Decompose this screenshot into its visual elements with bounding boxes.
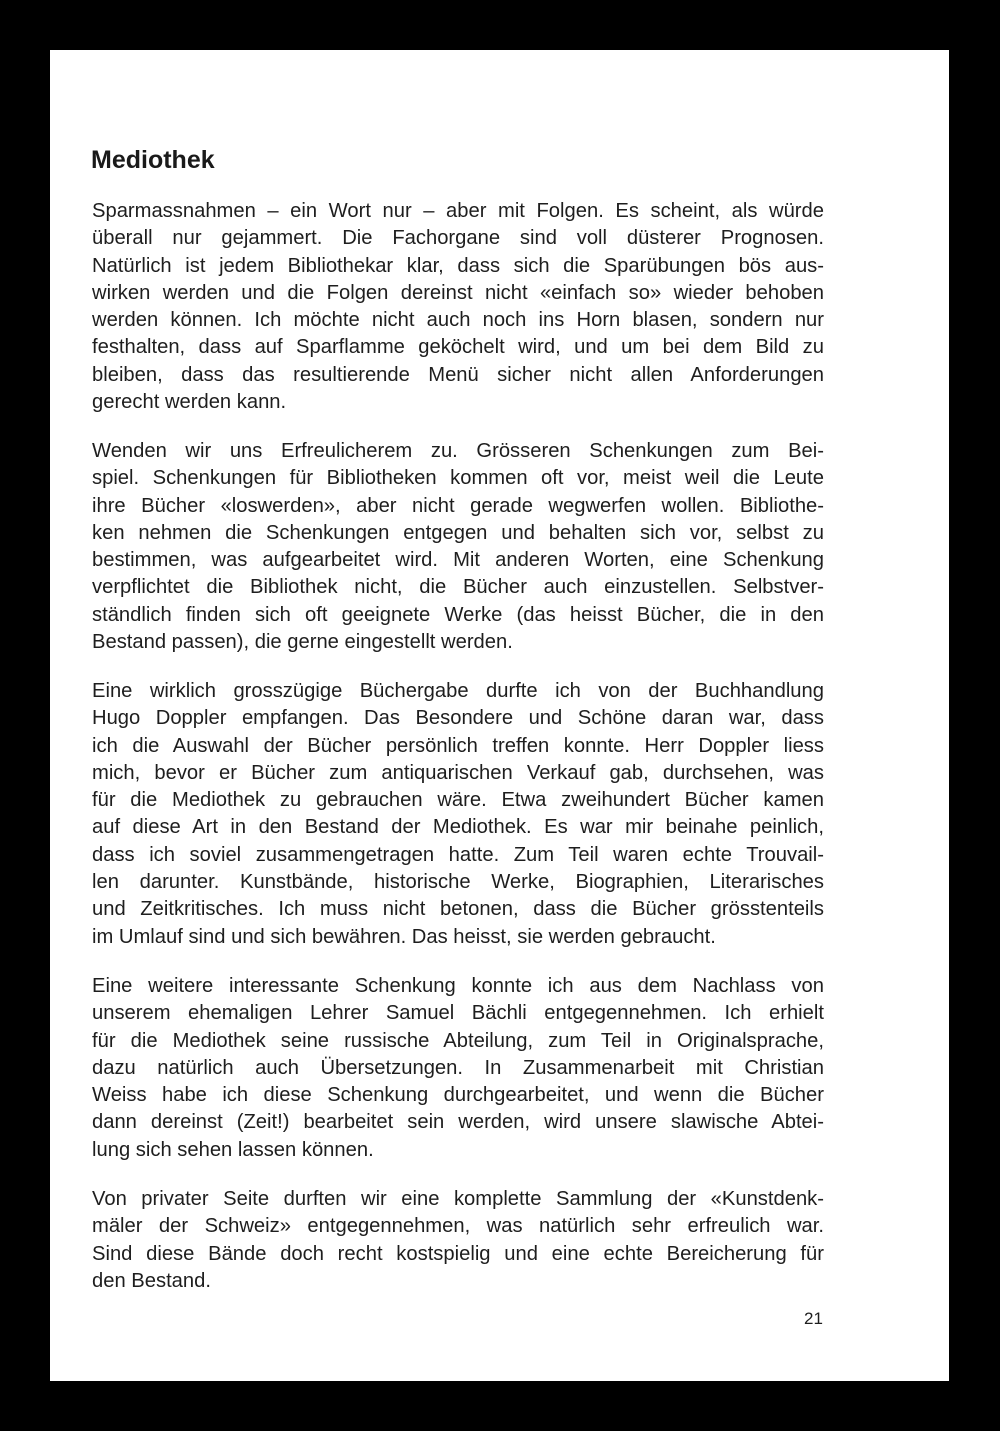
text-line: unserem ehemaligen Lehrer Samuel Bächli entgegennehmen. Ich erhielt bbox=[92, 1002, 824, 1025]
text-line: mäler der Schweiz» entgegennehmen, was natürlich sehr erfreulich war. bbox=[92, 1215, 824, 1238]
text-line: Sind diese Bände doch recht kostspielig und eine echte Bereicherung für bbox=[92, 1242, 824, 1265]
text-line: dass ich soviel zusammengetragen hatte. Zum Teil waren echte Trouvail- bbox=[92, 843, 824, 866]
text-line: im Umlauf sind und sich bewähren. Das heisst, sie werden gebraucht. bbox=[92, 925, 716, 948]
text-line: für die Mediothek seine russische Abteilung, zum Teil in Originalsprache, bbox=[92, 1029, 824, 1052]
text-line: den Bestand. bbox=[92, 1269, 211, 1292]
text-line: für die Mediothek zu gebrauchen wäre. Etwa zweihundert Bücher kamen bbox=[92, 789, 824, 812]
text-line: dann dereinst (Zeit!) bearbeitet sein werden, wird unsere slawische Abtei- bbox=[92, 1111, 824, 1134]
text-line: Von privater Seite durften wir eine komplette Sammlung der «Kunstdenk- bbox=[92, 1188, 824, 1210]
paragraph-3 bbox=[92, 678, 824, 951]
text-line: len darunter. Kunstbände, historische Werke, Biographien, Literarisches bbox=[92, 871, 824, 894]
text-line: lung sich sehen lassen können. bbox=[92, 1138, 374, 1161]
page-title: Mediothek bbox=[91, 146, 215, 174]
text-line: Weiss habe ich diese Schenkung durchgearbeitet, und wenn die Bücher bbox=[92, 1084, 824, 1107]
page-number: 21 bbox=[804, 1309, 823, 1328]
text-line: verpflichtet die Bibliothek nicht, die Bücher auch einzustellen. Selbstver- bbox=[92, 576, 824, 599]
text-line: ihre Bücher «loswerden», aber nicht gerade wegwerfen wollen. Bibliothe- bbox=[92, 494, 824, 517]
text-line: Bestand passen), die gerne eingestellt werden. bbox=[92, 631, 513, 654]
text-line: Wenden wir uns Erfreulicherem zu. Grösseren Schenkungen zum Bei- bbox=[92, 440, 824, 462]
text-line: ständlich finden sich oft geeignete Werke (das heisst Bücher, die in den bbox=[92, 603, 824, 626]
text-line: auf diese Art in den Bestand der Mediothek. Es war mir beinahe peinlich, bbox=[92, 816, 824, 839]
text-line: bleiben, dass das resultierende Menü sicher nicht allen Anforderungen bbox=[92, 363, 824, 386]
text-line: Hugo Doppler empfangen. Das Besondere und Schöne daran war, dass bbox=[92, 707, 824, 730]
text-line: mich, bevor er Bücher zum antiquarischen Verkauf gab, durchsehen, was bbox=[92, 761, 824, 784]
text-line: wirken werden und die Folgen dereinst nicht «einfach so» wieder behoben bbox=[92, 281, 824, 304]
document-page bbox=[50, 50, 949, 1381]
text-line: überall nur gejammert. Die Fachorgane sind voll düsterer Prognosen. bbox=[92, 227, 824, 250]
text-line: und Zeitkritisches. Ich muss nicht betonen, dass die Bücher grösstenteils bbox=[92, 898, 824, 921]
text-line: Sparmassnahmen – ein Wort nur – aber mit Folgen. Es scheint, als würde bbox=[92, 200, 824, 222]
text-line: festhalten, dass auf Sparflamme geköchelt wird, und um bei dem Bild zu bbox=[92, 336, 824, 359]
text-line: dazu natürlich auch Übersetzungen. In Zusammenarbeit mit Christian bbox=[92, 1056, 824, 1079]
text-line: gerecht werden kann. bbox=[92, 391, 287, 414]
text-line: spiel. Schenkungen für Bibliotheken kommen oft vor, meist weil die Leute bbox=[92, 467, 824, 490]
text-line: ich die Auswahl der Bücher persönlich treffen konnte. Herr Doppler liess bbox=[92, 734, 824, 757]
text-line: Eine wirklich grosszügige Büchergabe durfte ich von der Buchhandlung bbox=[92, 680, 824, 702]
text-line: bestimmen, was aufgearbeitet wird. Mit anderen Worten, eine Schenkung bbox=[92, 549, 824, 572]
paragraph-4 bbox=[92, 973, 824, 1164]
text-line: werden können. Ich möchte nicht auch noch ins Horn blasen, sondern nur bbox=[92, 309, 824, 332]
paragraph-1 bbox=[92, 198, 824, 416]
text-line: ken nehmen die Schenkungen entgegen und behalten sich vor, selbst zu bbox=[92, 521, 824, 544]
text-line: Natürlich ist jedem Bibliothekar klar, dass sich die Sparübungen bös aus- bbox=[92, 254, 824, 277]
paragraph-2 bbox=[92, 438, 824, 656]
paragraph-5 bbox=[92, 1186, 824, 1295]
text-line: Eine weitere interessante Schenkung konnte ich aus dem Nachlass von bbox=[92, 975, 824, 997]
